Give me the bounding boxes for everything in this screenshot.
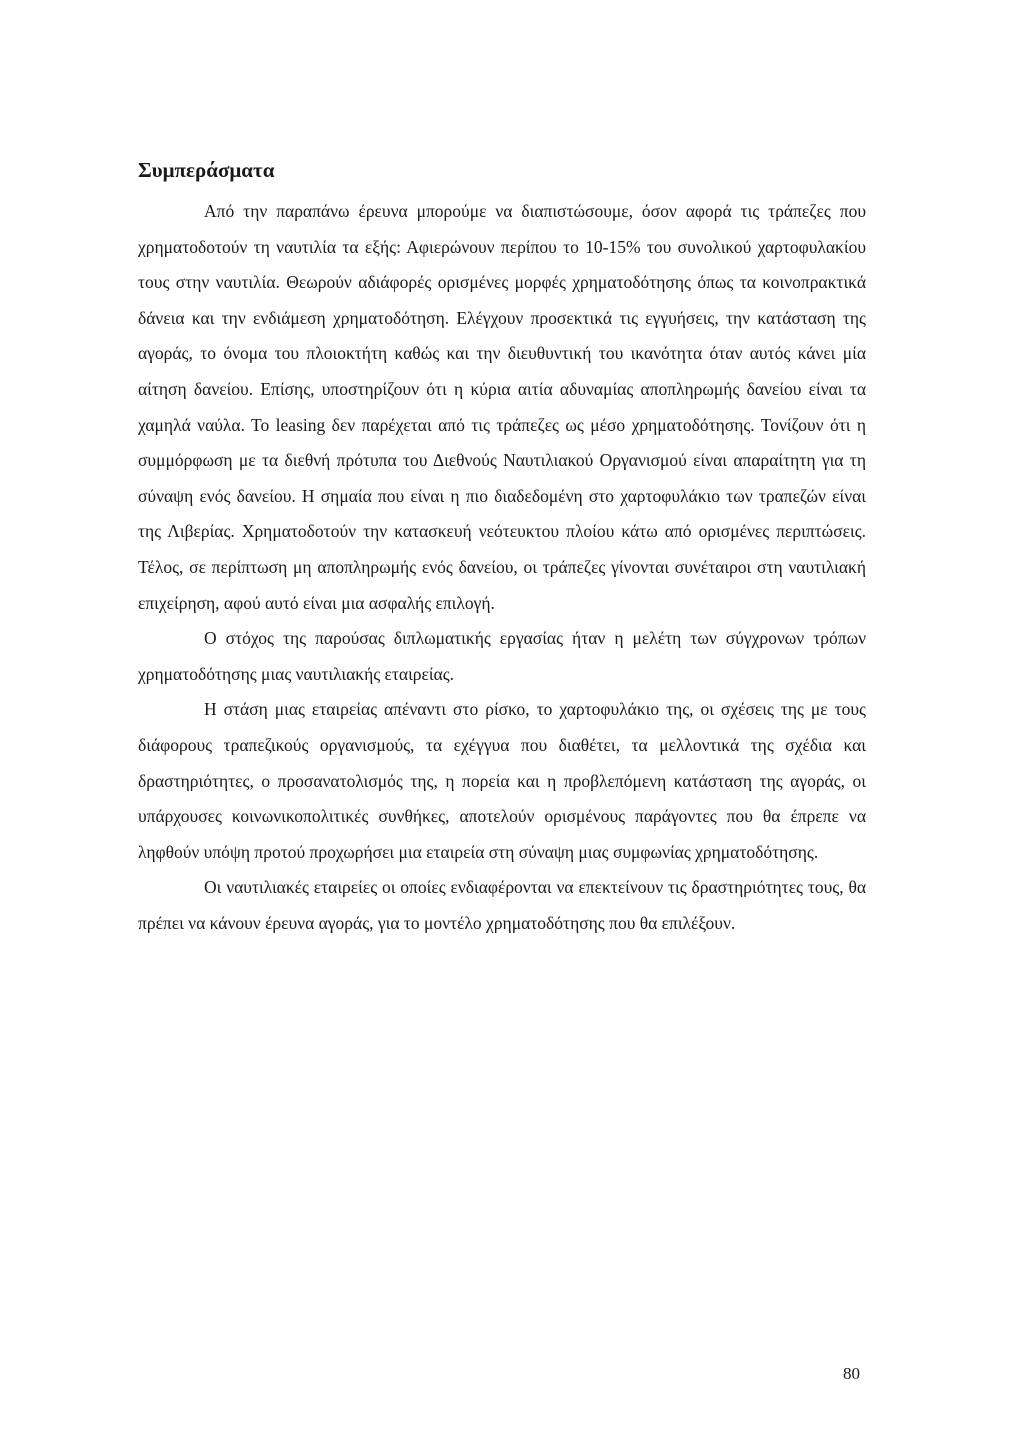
paragraph-summary: Από την παραπάνω έρευνα μπορούμε να διαπιστώσουμε, όσον αφορά τις τράπεζες που χρηματοδοτούν τη ναυτιλία τα εξής: Αφιερώνουν περίπου το 10-15% του συνολικού χαρτοφυλακίου τους στην ναυτιλία. Θεωρούν αδιάφορές ορισμένες μορφές χρηματοδότησης όπως τα κοινοπρακτικά δάνεια και την ενδιάμεση χρηματοδότηση. Ελέγχουν προσεκτικά τις εγγυήσεις, την κατάσταση της αγοράς, το όνομα του πλοιοκτήτη καθώς και την διευθυντική του ικανότητα όταν αυτός κάνει μία αίτηση δανείου. Επίσης, υποστηρίζουν ότι η κύρια αιτία αδυναμίας αποπληρωμής δανείου είναι τα χαμηλά ναύλα. Το leasing δεν παρέχεται από τις τράπεζες ως μέσο χρηματοδότησης. Τονίζουν ότι η συμμόρφωση με τα διεθνή πρότυπα του Διεθνούς Ναυτιλιακού Οργανισμού είναι απαραίτητη για τη σύναψη ενός δανείου. Η σημαία που είναι η πιο διαδεδομένη στο χαρτοφυλάκιο των τραπεζών είναι της Λιβερίας. Χρηματοδοτούν την κατασκευή νεότευκτου πλοίου κάτω από ορισμένες περιπτώσεις. Τέλος, σε περίπτωση μη αποπληρωμής ενός δανείου, οι τράπεζες γίνονται συνέταιροι στη ναυτιλιακή επιχείρηση, αφού αυτό είναι μια ασφαλής επιλογή. xyxy=(138,201,866,613)
page-number: 80 xyxy=(843,1364,860,1383)
paragraph-factors: Η στάση μιας εταιρείας απέναντι στο ρίσκο, το χαρτοφυλάκιο της, οι σχέσεις της με τους διάφορους τραπεζικούς οργανισμούς, τα εχέγγυα που διαθέτει, τα μελλοντικά της σχέδια και δραστηριότητες, ο προσανατολισμός της, η πορεία και η προβλεπόμενη κατάσταση της αγοράς, οι υπάρχουσες κοινωνικοπολιτικές συνθήκες, αποτελούν ορισμένους παράγοντες που θα έπρεπε να ληφθούν υπόψη προτού προχωρήσει μια εταιρεία στη σύναψη μιας συμφωνίας χρηματοδότησης. xyxy=(138,699,866,862)
body-text xyxy=(138,194,866,941)
section-heading: Συμπεράσματα xyxy=(138,158,275,182)
paragraph-recommendation: Οι ναυτιλιακές εταιρείες οι οποίες ενδιαφέρονται να επεκτείνουν τις δραστηριότητες τους, θα πρέπει να κάνουν έρευνα αγοράς, για το μοντέλο χρηματοδότησης που θα επιλέξουν. xyxy=(138,877,866,933)
paragraph-goal: Ο στόχος της παρούσας διπλωματικής εργασίας ήταν η μελέτη των σύγχρονων τρόπων χρηματοδότησης μιας ναυτιλιακής εταιρείας. xyxy=(138,628,866,684)
